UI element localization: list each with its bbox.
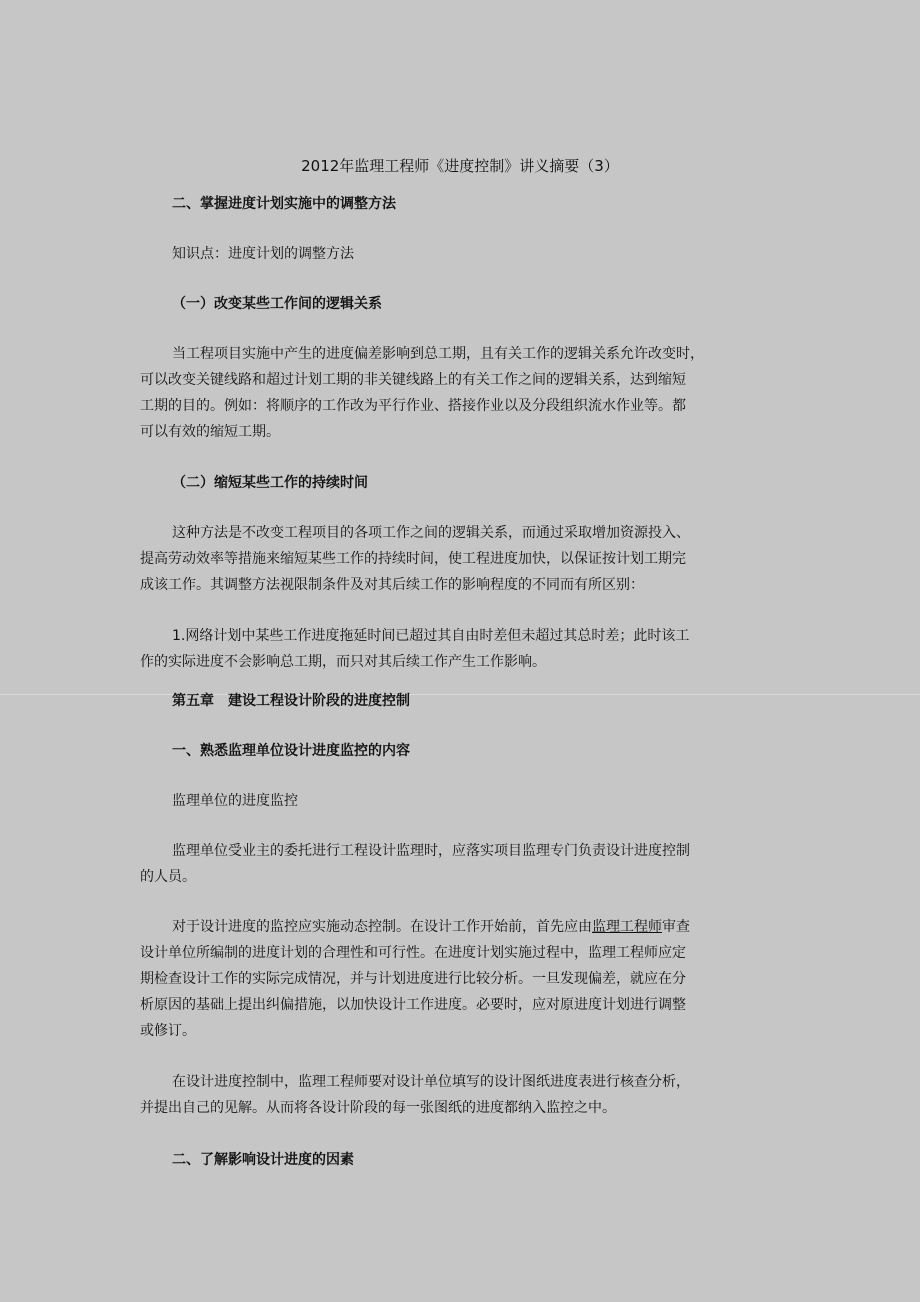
paragraph-line: 并提出自己的见解。从而将各设计阶段的每一张图纸的进度都纳入监控之中。 — [140, 1100, 616, 1116]
paragraph-line: 作的实际进度不会影响总工期，而只对其后续工作产生工作影响。 — [140, 654, 546, 670]
text-run: 对于设计进度的监控应实施动态控制。在设计工作开始前，首先应由 — [172, 919, 592, 935]
subheading-shorten-duration: （二）缩短某些工作的持续时间 — [172, 475, 368, 491]
paragraph-line: 在设计进度控制中，监理工程师要对设计单位填写的设计图纸进度表进行核查分析， — [172, 1074, 690, 1090]
paragraph-line — [172, 917, 690, 937]
subheading-change-logic: （一）改变某些工作间的逻辑关系 — [172, 296, 382, 312]
supervisor-engineer-link[interactable]: 监理工程师 — [592, 919, 662, 935]
knowledge-point: 知识点：进度计划的调整方法 — [172, 246, 354, 262]
subtitle-progress-monitoring: 监理单位的进度监控 — [172, 793, 298, 809]
chapter-heading-design-phase: 第五章 建设工程设计阶段的进度控制 — [172, 693, 410, 709]
text-run: 审查 — [662, 919, 690, 935]
section-heading-adjustment-methods: 二、掌握进度计划实施中的调整方法 — [172, 196, 396, 212]
paragraph-line: 这种方法是不改变工程项目的各项工作之间的逻辑关系，而通过采取增加资源投入、 — [172, 525, 690, 541]
section-heading-monitoring-content: 一、熟悉监理单位设计进度监控的内容 — [172, 743, 410, 759]
paragraph-line: 或修订。 — [140, 1023, 196, 1039]
paragraph-line: 的人员。 — [140, 869, 196, 885]
paragraph-line: 监理单位受业主的委托进行工程设计监理时，应落实项目监理专门负责设计进度控制 — [172, 843, 690, 859]
paragraph-line: 析原因的基础上提出纠偏措施，以加快设计工作进度。必要时，应对原进度计划进行调整 — [140, 997, 686, 1013]
paragraph-line: 设计单位所编制的进度计划的合理性和可行性。在进度计划实施过程中，监理工程师应定 — [140, 945, 686, 961]
paragraph-line: 可以有效的缩短工期。 — [140, 424, 280, 440]
paragraph-line: 成该工作。其调整方法视限制条件及对其后续工作的影响程度的不同而有所区别： — [140, 577, 644, 593]
section-heading-influencing-factors: 二、了解影响设计进度的因素 — [172, 1152, 354, 1168]
paragraph-line: 当工程项目实施中产生的进度偏差影响到总工期，且有关工作的逻辑关系允许改变时， — [172, 346, 704, 362]
document-title: 2012年监理工程师《进度控制》讲义摘要（3） — [301, 157, 619, 175]
paragraph-line: 可以改变关键线路和超过计划工期的非关键线路上的有关工作之间的逻辑关系，达到缩短 — [140, 372, 686, 388]
paragraph-line: 提高劳动效率等措施来缩短某些工作的持续时间，使工程进度加快，以保证按计划工期完 — [140, 551, 686, 567]
paragraph-line: 1.网络计划中某些工作进度拖延时间已超过其自由时差但未超过其总时差；此时该工 — [172, 628, 690, 644]
page-divider — [0, 694, 920, 695]
paragraph-line: 工期的目的。例如：将顺序的工作改为平行作业、搭接作业以及分段组织流水作业等。都 — [140, 398, 686, 414]
paragraph-line: 期检查设计工作的实际完成情况，并与计划进度进行比较分析。一旦发现偏差，就应在分 — [140, 971, 686, 987]
